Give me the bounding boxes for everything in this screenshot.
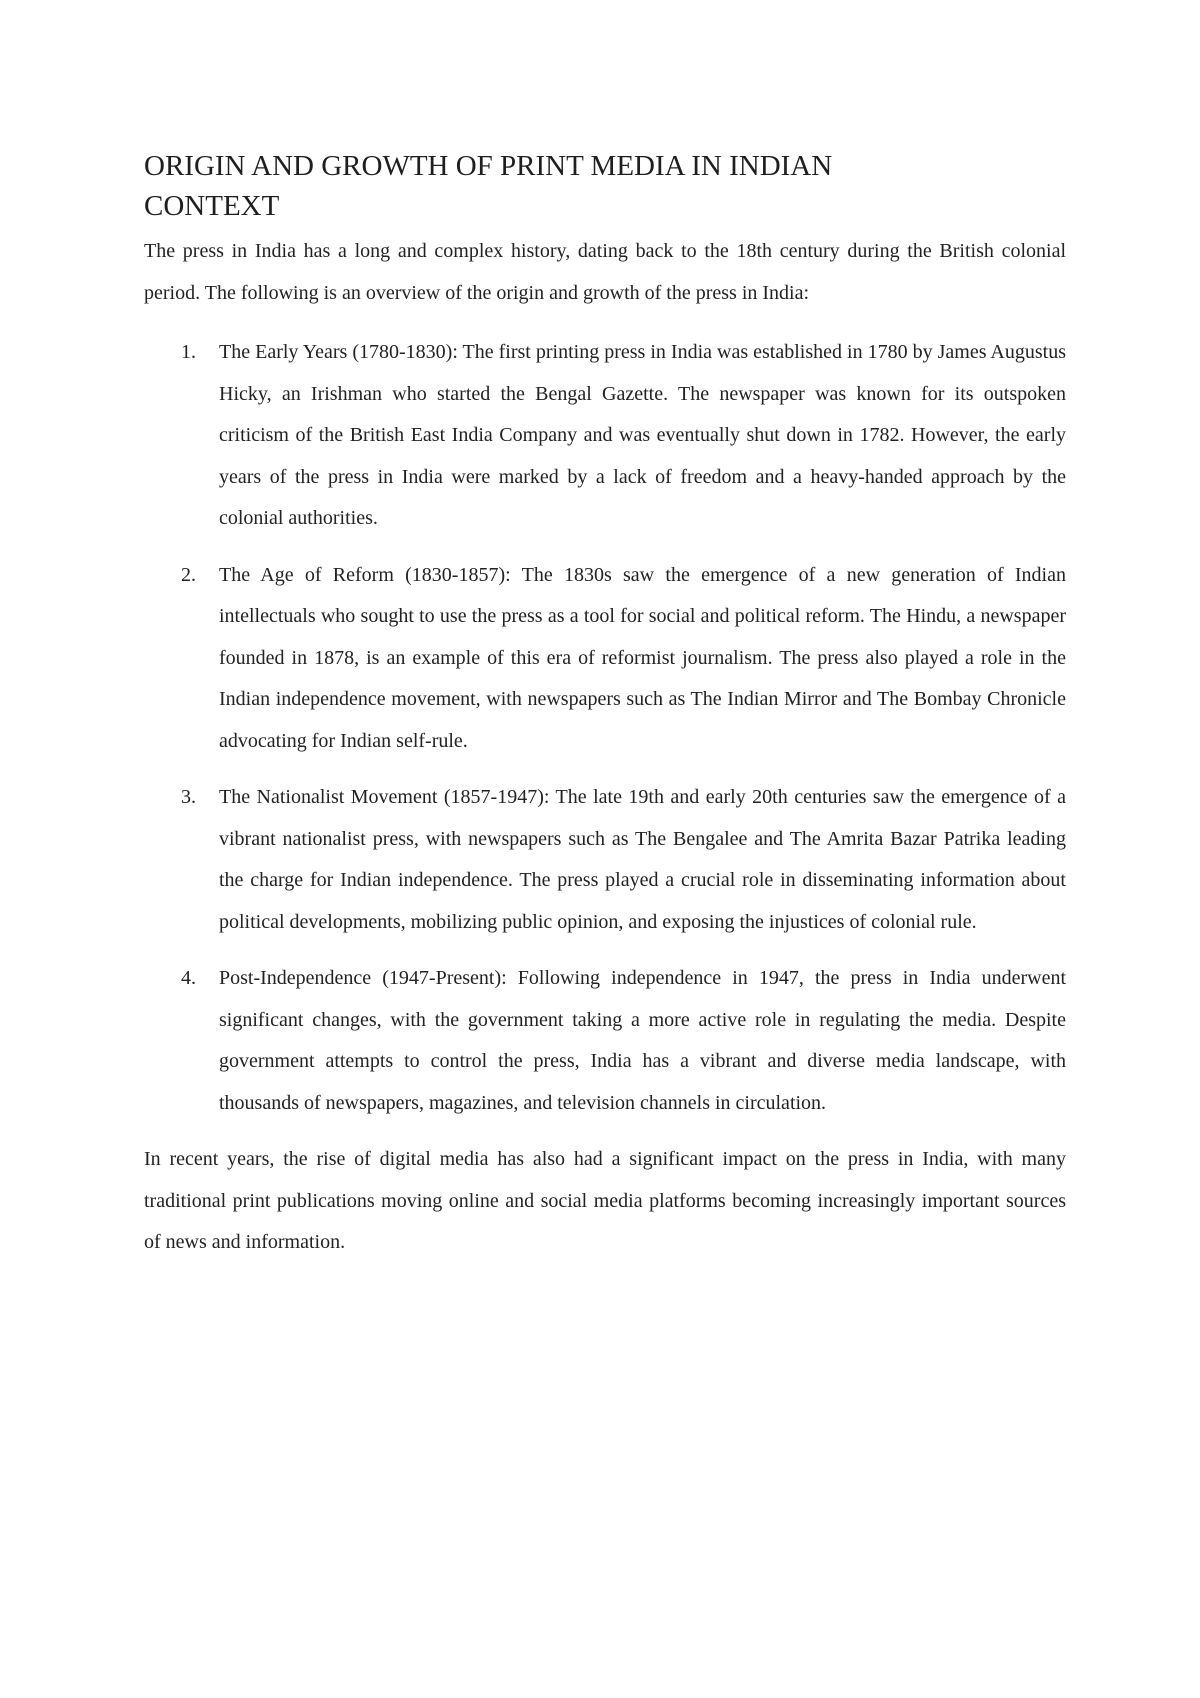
list-item	[144, 958, 1066, 1124]
list-item	[144, 332, 1066, 540]
list-item-text: Post-Independence (1947-Present): Following independence in 1947, the press in India underwent significant changes, with the government taking a more active role in regulating the media. Despite government attempts to control the press, India has a vibrant and diverse media landscape, with thousands of newspapers, magazines, and television channels in circulation.	[219, 967, 1066, 1114]
list-item	[144, 555, 1066, 763]
list-item	[144, 777, 1066, 943]
list-item-number: 1.	[181, 341, 196, 363]
document-title	[144, 146, 1066, 226]
intro-paragraph: The press in India has a long and complex history, dating back to the 18th century during the British colonial period. The following is an overview of the origin and growth of the press in India:	[144, 240, 1066, 304]
list-item-text: The Age of Reform (1830-1857): The 1830s saw the emergence of a new generation of Indian intellectuals who sought to use the press as a tool for social and political reform. The Hindu, a newspaper founded in 1878, is an example of this era of reformist journalism. The press also played a role in the Indian independence movement, with newspapers such as The Indian Mirror and The Bombay Chronicle advocating for Indian self-rule.	[219, 563, 1066, 752]
document-body	[144, 146, 1066, 1264]
title-line-1: ORIGIN AND GROWTH OF PRINT MEDIA IN INDIAN	[144, 150, 833, 182]
title-line-2: CONTEXT	[144, 190, 280, 222]
list-item-text: The Early Years (1780-1830): The first printing press in India was established in 1780 by James Augustus Hicky, an Irishman who started the Bengal Gazette. The newspaper was known for its outspoken criticism of the British East India Company and was eventually shut down in 1782. However, the early years of the press in India were marked by a lack of freedom and a heavy-handed approach by the colonial authorities.	[219, 341, 1066, 529]
history-list	[144, 332, 1066, 1124]
list-item-text: The Nationalist Movement (1857-1947): The late 19th and early 20th centuries saw the emergence of a vibrant nationalist press, with newspapers such as The Bengalee and The Amrita Bazar Patrika leading the charge for Indian independence. The press played a crucial role in disseminating information about political developments, mobilizing public opinion, and exposing the injustices of colonial rule.	[219, 786, 1066, 933]
list-item-number: 2.	[181, 563, 196, 586]
list-item-number: 3.	[181, 786, 196, 808]
list-item-number: 4.	[181, 967, 196, 989]
conclusion-paragraph: In recent years, the rise of digital media has also had a significant impact on the press in India, with many traditional print publications moving online and social media platforms becoming increasingly important sources of news and information.	[144, 1148, 1066, 1253]
